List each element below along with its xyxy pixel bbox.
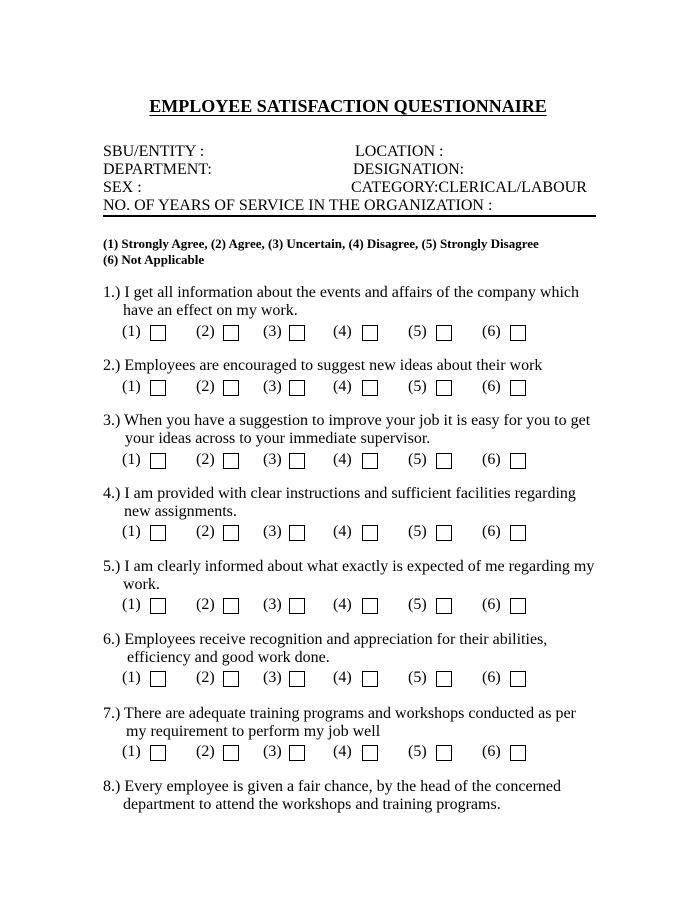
q6-option-1-checkbox[interactable]	[150, 671, 166, 687]
q1-option-5-label: (5)	[408, 323, 427, 340]
q7-option-6-label: (6)	[482, 743, 501, 760]
q2-option-2-checkbox[interactable]	[223, 380, 239, 396]
q6-option-6-label: (6)	[482, 669, 501, 686]
q1-option-3-checkbox[interactable]	[289, 325, 305, 341]
q5-option-1-label: (1)	[122, 596, 141, 613]
q7-option-2-label: (2)	[196, 743, 215, 760]
q2-option-6-checkbox[interactable]	[510, 380, 526, 396]
q3-option-3-checkbox[interactable]	[289, 453, 305, 469]
sbu-entity-label: SBU/ENTITY :	[103, 143, 205, 160]
q2-option-3-checkbox[interactable]	[289, 380, 305, 396]
legend-line-1: (1) Strongly Agree, (2) Agree, (3) Uncertain, (4) Disagree, (5) Strongly Disagree	[103, 236, 539, 251]
q3-option-1-checkbox[interactable]	[150, 453, 166, 469]
years-of-service-label: NO. OF YEARS OF SERVICE IN THE ORGANIZATION :	[103, 197, 493, 214]
location-label: LOCATION :	[355, 143, 444, 160]
q5-option-3-checkbox[interactable]	[289, 598, 305, 614]
header-divider	[103, 215, 596, 217]
q1-option-4-checkbox[interactable]	[362, 325, 378, 341]
q6-option-3-checkbox[interactable]	[289, 671, 305, 687]
q7-option-4-label: (4)	[333, 743, 352, 760]
q3-option-5-checkbox[interactable]	[436, 453, 452, 469]
q5-option-5-checkbox[interactable]	[436, 598, 452, 614]
q2-option-5-checkbox[interactable]	[436, 380, 452, 396]
question-8-text-continued: department to attend the workshops and training programs.	[123, 796, 501, 813]
q6-option-2-label: (2)	[196, 669, 215, 686]
question-6-text-continued: efficiency and good work done.	[127, 649, 330, 666]
q4-option-1-label: (1)	[122, 523, 141, 540]
category-label: CATEGORY:CLERICAL/LABOUR	[351, 179, 587, 196]
q5-option-6-label: (6)	[482, 596, 501, 613]
q3-option-4-label: (4)	[333, 451, 352, 468]
q4-option-6-checkbox[interactable]	[510, 525, 526, 541]
q7-option-1-checkbox[interactable]	[150, 745, 166, 761]
q6-option-3-label: (3)	[263, 669, 282, 686]
q1-option-1-checkbox[interactable]	[150, 325, 166, 341]
q7-option-3-checkbox[interactable]	[289, 745, 305, 761]
question-2-text: 2.) Employees are encouraged to suggest new ideas about their work	[103, 357, 543, 374]
designation-label: DESIGNATION:	[353, 161, 465, 178]
q2-option-6-label: (6)	[482, 378, 501, 395]
question-5-text-continued: work.	[123, 576, 160, 593]
q7-option-2-checkbox[interactable]	[223, 745, 239, 761]
q3-option-6-checkbox[interactable]	[510, 453, 526, 469]
question-6-text: 6.) Employees receive recognition and appreciation for their abilities,	[103, 631, 548, 648]
question-3-text-continued: your ideas across to your immediate supervisor.	[125, 430, 431, 447]
q7-option-1-label: (1)	[122, 743, 141, 760]
q3-option-5-label: (5)	[408, 451, 427, 468]
q5-option-6-checkbox[interactable]	[510, 598, 526, 614]
q1-option-1-label: (1)	[122, 323, 141, 340]
q5-option-1-checkbox[interactable]	[150, 598, 166, 614]
legend-line-2: (6) Not Applicable	[103, 252, 205, 267]
q2-option-2-label: (2)	[196, 378, 215, 395]
q7-option-5-label: (5)	[408, 743, 427, 760]
q4-option-2-label: (2)	[196, 523, 215, 540]
q1-option-4-label: (4)	[333, 323, 352, 340]
q4-option-4-checkbox[interactable]	[362, 525, 378, 541]
q3-option-3-label: (3)	[263, 451, 282, 468]
q6-option-2-checkbox[interactable]	[223, 671, 239, 687]
q3-option-2-checkbox[interactable]	[223, 453, 239, 469]
q4-option-2-checkbox[interactable]	[223, 525, 239, 541]
q7-option-3-label: (3)	[263, 743, 282, 760]
q6-option-4-label: (4)	[333, 669, 352, 686]
q3-option-1-label: (1)	[122, 451, 141, 468]
q1-option-2-label: (2)	[196, 323, 215, 340]
q2-option-3-label: (3)	[263, 378, 282, 395]
q5-option-4-label: (4)	[333, 596, 352, 613]
q2-option-5-label: (5)	[408, 378, 427, 395]
q1-option-6-checkbox[interactable]	[510, 325, 526, 341]
q7-option-6-checkbox[interactable]	[510, 745, 526, 761]
question-4-text-continued: new assignments.	[124, 503, 237, 520]
question-7-text: 7.) There are adequate training programs and workshops conducted as per	[103, 705, 576, 722]
question-1-text: 1.) I get all information about the events and affairs of the company which	[103, 284, 579, 301]
question-7-text-continued: my requirement to perform my job well	[126, 723, 381, 740]
question-5-text: 5.) I am clearly informed about what exactly is expected of me regarding my	[103, 558, 595, 575]
q2-option-1-checkbox[interactable]	[150, 380, 166, 396]
q4-option-5-checkbox[interactable]	[436, 525, 452, 541]
q4-option-6-label: (6)	[482, 523, 501, 540]
sex-label: SEX :	[103, 179, 142, 196]
q6-option-1-label: (1)	[122, 669, 141, 686]
q1-option-2-checkbox[interactable]	[223, 325, 239, 341]
q4-option-1-checkbox[interactable]	[150, 525, 166, 541]
q1-option-6-label: (6)	[482, 323, 501, 340]
question-8-text: 8.) Every employee is given a fair chance, by the head of the concerned	[103, 778, 562, 795]
q3-option-6-label: (6)	[482, 451, 501, 468]
q6-option-5-label: (5)	[408, 669, 427, 686]
q2-option-1-label: (1)	[122, 378, 141, 395]
q3-option-4-checkbox[interactable]	[362, 453, 378, 469]
q6-option-5-checkbox[interactable]	[436, 671, 452, 687]
q4-option-3-label: (3)	[263, 523, 282, 540]
page-title: EMPLOYEE SATISFACTION QUESTIONNAIRE	[149, 96, 547, 116]
q6-option-4-checkbox[interactable]	[362, 671, 378, 687]
q5-option-2-label: (2)	[196, 596, 215, 613]
q1-option-5-checkbox[interactable]	[436, 325, 452, 341]
q4-option-5-label: (5)	[408, 523, 427, 540]
question-4-text: 4.) I am provided with clear instructions and sufficient facilities regarding	[103, 485, 576, 502]
q5-option-4-checkbox[interactable]	[362, 598, 378, 614]
q7-option-5-checkbox[interactable]	[436, 745, 452, 761]
q5-option-5-label: (5)	[408, 596, 427, 613]
q7-option-4-checkbox[interactable]	[362, 745, 378, 761]
q5-option-3-label: (3)	[263, 596, 282, 613]
q2-option-4-checkbox[interactable]	[362, 380, 378, 396]
department-label: DEPARTMENT:	[103, 161, 212, 178]
q3-option-2-label: (2)	[196, 451, 215, 468]
q5-option-2-checkbox[interactable]	[223, 598, 239, 614]
q1-option-3-label: (3)	[263, 323, 282, 340]
question-3-text: 3.) When you have a suggestion to improve your job it is easy for you to get	[103, 412, 591, 429]
q6-option-6-checkbox[interactable]	[510, 671, 526, 687]
question-1-text-continued: have an effect on my work.	[123, 302, 298, 319]
q4-option-4-label: (4)	[333, 523, 352, 540]
q4-option-3-checkbox[interactable]	[289, 525, 305, 541]
q2-option-4-label: (4)	[333, 378, 352, 395]
